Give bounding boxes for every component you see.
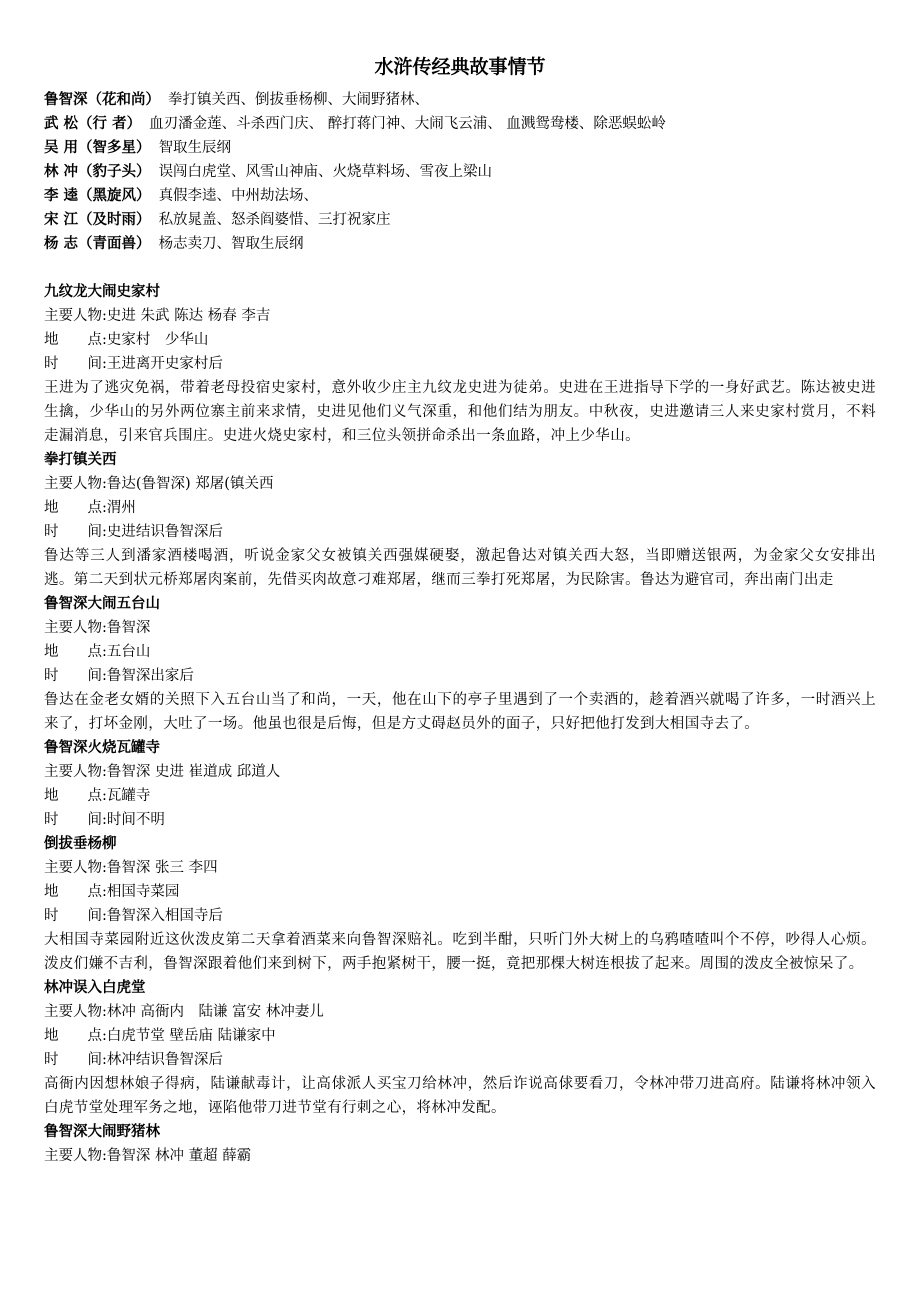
story-heading: 九纹龙大闹史家村: [44, 284, 160, 300]
hero-name: 李 逵（黑旋风）: [44, 188, 151, 204]
hero-name: 武 松（行 者）: [44, 116, 142, 132]
story-heading: 鲁智深大闹野猪林: [44, 1124, 160, 1140]
hero-row: [44, 160, 876, 184]
story-summary: 鲁达等三人到潘家酒楼喝酒，听说金家父女被镇关西强媒硬娶，激起鲁达对镇关西大怒，当即赠送银两，为金家父女安排出逃。第二天到状元桥郑屠肉案前，先借买肉故意刁难郑屠，继而三拳打死郑屠，为民除害。鲁达为避官司，奔出南门出走: [44, 548, 876, 588]
story-section: [44, 592, 876, 736]
story-people: 主要人物:史进 朱武 陈达 杨春 李吉: [44, 308, 271, 324]
spacer: [44, 256, 876, 280]
page-title: 水浒传经典故事情节: [374, 56, 546, 78]
story-time: 时 间:史进结识鲁智深后: [44, 524, 223, 540]
hero-row: [44, 112, 876, 136]
story-people: 主要人物:鲁智深 林冲 董超 薛霸: [44, 1148, 252, 1164]
story-time: 时 间:鲁智深入相国寺后: [44, 908, 223, 924]
hero-deeds: 血刃潘金莲、斗杀西门庆、 醉打蒋门神、大闹飞云浦、 血溅鸳鸯楼、除恶蜈蚣岭: [149, 116, 666, 132]
hero-deeds: 拳打镇关西、倒拔垂杨柳、大闹野猪林、: [168, 92, 429, 108]
story-summary: 高衙内因想林娘子得病，陆谦献毒计，让高俅派人买宝刀给林冲，然后诈说高俅要看刀，令林冲带刀进高府。陆谦将林冲领入白虎节堂处理军务之地，诬陷他带刀进节堂有行刺之心，将林冲发配。: [44, 1076, 876, 1116]
story-time: 时 间:鲁智深出家后: [44, 668, 194, 684]
story-heading: 林冲误入白虎堂: [44, 980, 146, 996]
story-section: [44, 1120, 876, 1168]
story-heading: 倒拔垂杨柳: [44, 836, 117, 852]
story-time: 时 间:时间不明: [44, 812, 165, 828]
story-place: 地 点:瓦罐寺: [44, 788, 151, 804]
document-page: [44, 54, 876, 1168]
story-section: [44, 832, 876, 976]
hero-row: [44, 208, 876, 232]
story-place: 地 点:史家村 少华山: [44, 332, 209, 348]
hero-name: 鲁智深（花和尚）: [44, 92, 160, 108]
story-heading: 鲁智深火烧瓦罐寺: [44, 740, 160, 756]
story-place: 地 点:白虎节堂 壁岳庙 陆谦家中: [44, 1028, 276, 1044]
story-time: 时 间:林冲结识鲁智深后: [44, 1052, 223, 1068]
hero-list: [44, 88, 876, 256]
hero-deeds: 真假李逵、中州劫法场、: [158, 188, 319, 204]
story-heading: 拳打镇关西: [44, 452, 117, 468]
story-section: [44, 280, 876, 448]
story-people: 主要人物:鲁智深 史进 崔道成 邱道人: [44, 764, 281, 780]
story-section: [44, 976, 876, 1120]
hero-name: 宋 江（及时雨）: [44, 212, 151, 228]
hero-row: [44, 232, 876, 256]
story-summary: 王进为了逃灾免祸，带着老母投宿史家村，意外收少庄主九纹龙史进为徒弟。史进在王进指导下学的一身好武艺。陈达被史进生擒，少华山的另外两位寨主前来求情，史进见他们义气深重，和他们结为朋友。中秋夜，史进邀请三人来史家村赏月，不料走漏消息，引来官兵围庄。史进火烧史家村，和三位头领拼命杀出一条血路，冲上少华山。: [44, 380, 876, 444]
hero-name: 吴 用（智多星）: [44, 140, 151, 156]
hero-deeds: 智取生辰纲: [158, 140, 232, 156]
story-people: 主要人物:鲁智深: [44, 620, 151, 636]
story-summary: 大相国寺菜园附近这伙泼皮第二天拿着酒菜来向鲁智深赔礼。吃到半酣，只听门外大树上的乌鸦喳喳叫个不停，吵得人心烦。泼皮们嫌不吉利，鲁智深跟着他们来到树下，两手抱紧树干，腰一挺，竟把那棵大树连根拔了起来。周围的泼皮全被惊呆了。: [44, 932, 876, 972]
story-place: 地 点:渭州: [44, 500, 136, 516]
story-time: 时 间:王进离开史家村后: [44, 356, 223, 372]
hero-deeds: 误闯白虎堂、风雪山神庙、火烧草料场、雪夜上梁山: [158, 164, 493, 180]
hero-row: [44, 136, 876, 160]
hero-deeds: 私放晁盖、怒杀阎婆惜、三打祝家庄: [158, 212, 391, 228]
story-people: 主要人物:林冲 高衙内 陆谦 富安 林冲妻儿: [44, 1004, 324, 1020]
story-place: 地 点:相国寺菜园: [44, 884, 180, 900]
hero-name: 林 冲（豹子头）: [44, 164, 151, 180]
hero-deeds: 杨志卖刀、智取生辰纲: [158, 236, 304, 252]
story-section: [44, 448, 876, 592]
story-place: 地 点:五台山: [44, 644, 151, 660]
story-people: 主要人物:鲁达(鲁智深) 郑屠(镇关西: [44, 476, 274, 492]
hero-row: [44, 184, 876, 208]
story-heading: 鲁智深大闹五台山: [44, 596, 160, 612]
story-summary: 鲁达在金老女婿的关照下入五台山当了和尚，一天，他在山下的亭子里遇到了一个卖酒的，趁着酒兴就喝了许多，一时酒兴上来了，打坏金刚，大吐了一场。他虽也很是后悔，但是方丈碍赵员外的面子，只好把他打发到大相国寺去了。: [44, 692, 876, 732]
hero-row: [44, 88, 876, 112]
hero-name: 杨 志（青面兽）: [44, 236, 151, 252]
story-people: 主要人物:鲁智深 张三 李四: [44, 860, 218, 876]
story-section: [44, 736, 876, 832]
